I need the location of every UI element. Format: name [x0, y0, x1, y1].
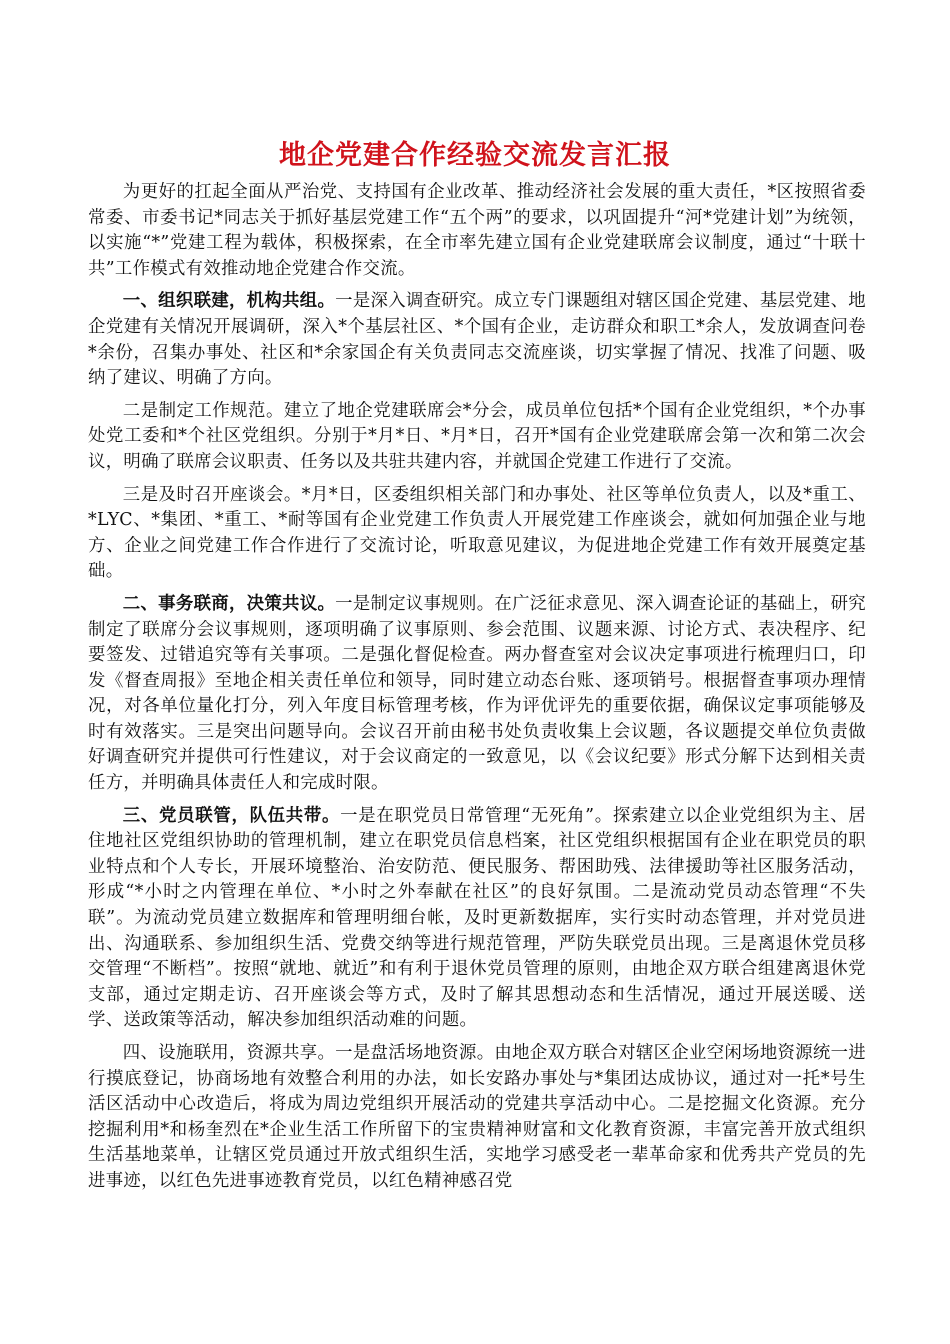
section-heading: 二、事务联商，决策共议。: [122, 593, 336, 614]
paragraph-text: 二是制定工作规范。建立了地企党建联席会*分会，成员单位包括*个国有企业党组织，*个办事处党工委和*个社区党组织。分别于*月*日、*月*日，召开*国有企业党建联席会第一次和第二次会议，明确了联席会议职责、任务以及共驻共建内容，并就国企党建工作进行了交流。: [88, 400, 866, 472]
paragraph-text: 一是在职党员日常管理“无死角”。探索建立以企业党组织为主、居住地社区党组织协助的管理机制，建立在职党员信息档案，社区党组织根据国有企业在职党员的职业特点和个人专长，开展环境整治、治安防范、便民服务、帮困助残、法律援助等社区服务活动，形成“*小时之内管理在单位、*小时之外奉献在社区”的良好氛围。二是流动党员动态管理“不失联”。为流动党员建立数据库和管理明细台帐，及时更新数据库，实行实时动态管理，并对党员进出、沟通联系、参加组织生活、党费交纳等进行规范管理，严防失联党员出现。三是离退休党员移交管理“不断档”。按照“就地、就近”和有利于退休党员管理的原则，由地企双方联合组建离退休党支部，通过定期走访、召开座谈会等方式，及时了解其思想动态和生活情况，通过开展送暖、送学、送政策等活动，解决参加组织活动难的问题。: [88, 805, 866, 1031]
paragraph-text: 为更好的扛起全面从严治党、支持国有企业改革、推动经济社会发展的重大责任，*区按照省委常委、市委书记*同志关于抓好基层党建工作“五个两”的要求，以巩固提升“河*党建计划”为统领，以实施“*”党建工程为载体，积极探索，在全市率先建立国有企业党建联席会议制度，通过“十联十共”工作模式有效推动地企党建合作交流。: [88, 182, 866, 279]
paragraph-text: 四、设施联用，资源共享。一是盘活场地资源。由地企双方联合对辖区企业空闲场地资源统一进行摸底登记，协商场地有效整合利用的办法，如长安路办事处与*集团达成协议，通过对一托*号生活区活动中心改造后，将成为周边党组织开展活动的党建共享活动中心。二是挖掘文化资源。充分挖掘利用*和杨奎烈在*企业生活工作所留下的宝贵精神财富和文化教育资源，丰富完善开放式组织生活基地菜单，让辖区党员通过开放式组织生活，实地学习感受老一辈革命家和优秀共产党员的先进事迹，以红色先进事迹教育党员，以红色精神感召党: [88, 1043, 866, 1191]
paragraph-text: 三是及时召开座谈会。*月*日，区委组织相关部门和办事处、社区等单位负责人，以及*重工、*LYC、*集团、*重工、*耐等国有企业党建工作负责人开展党建工作座谈会，就如何加强企业与地方、企业之间党建工作合作进行了交流讨论，听取意见建议，为促进地企党建工作有效开展奠定基础。: [88, 484, 866, 582]
section-heading: 一、组织联建，机构共组。: [122, 291, 336, 312]
paragraph-section-1-item-3: [88, 483, 866, 585]
document-title: 地企党建合作经验交流发言汇报: [279, 140, 671, 171]
paragraph-text: 一是制定议事规则。在广泛征求意见、深入调查论证的基础上，研究制定了联席分会议事规则，逐项明确了议事原则、参会范围、议题来源、讨论方式、表决程序、纪要签发、过错追究等有关事项。二是强化督促检查。两办督查室对会议决定事项进行梳理归口，印发《督查周报》至地企相关责任单位和领导，同时建立动态台账、逐项销号。根据督查事项办理情况，对各单位量化打分，列入年度目标管理考核，作为评优评先的重要依据，确保议定事项能够及时有效落实。三是突出问题导向。会议召开前由秘书处负责收集上会议题，各议题提交单位负责做好调查研究并提供可行性建议，对于会议商定的一致意见，以《会议纪要》形式分解下达到相关责任方，并明确具体责任人和完成时限。: [88, 593, 866, 794]
paragraph-section-1: [88, 289, 866, 391]
paragraph-section-4: [88, 1041, 866, 1195]
document-body: [88, 180, 866, 1202]
paragraph-intro: [88, 180, 866, 282]
section-heading: 三、党员联管，队伍共带。: [122, 805, 341, 826]
paragraph-section-2: [88, 592, 866, 797]
paragraph-section-3: [88, 804, 866, 1034]
paragraph-text: 一是深入调查研究。成立专门课题组对辖区国企党建、基层党建、地企党建有关情况开展调研，深入*个基层社区、*个国有企业，走访群众和职工*余人，发放调查问卷*余份，召集办事处、社区和*余家国企有关负责同志交流座谈，切实掌握了情况、找准了问题、吸纳了建议、明确了方向。: [88, 291, 866, 389]
paragraph-section-1-item-2: [88, 399, 866, 476]
